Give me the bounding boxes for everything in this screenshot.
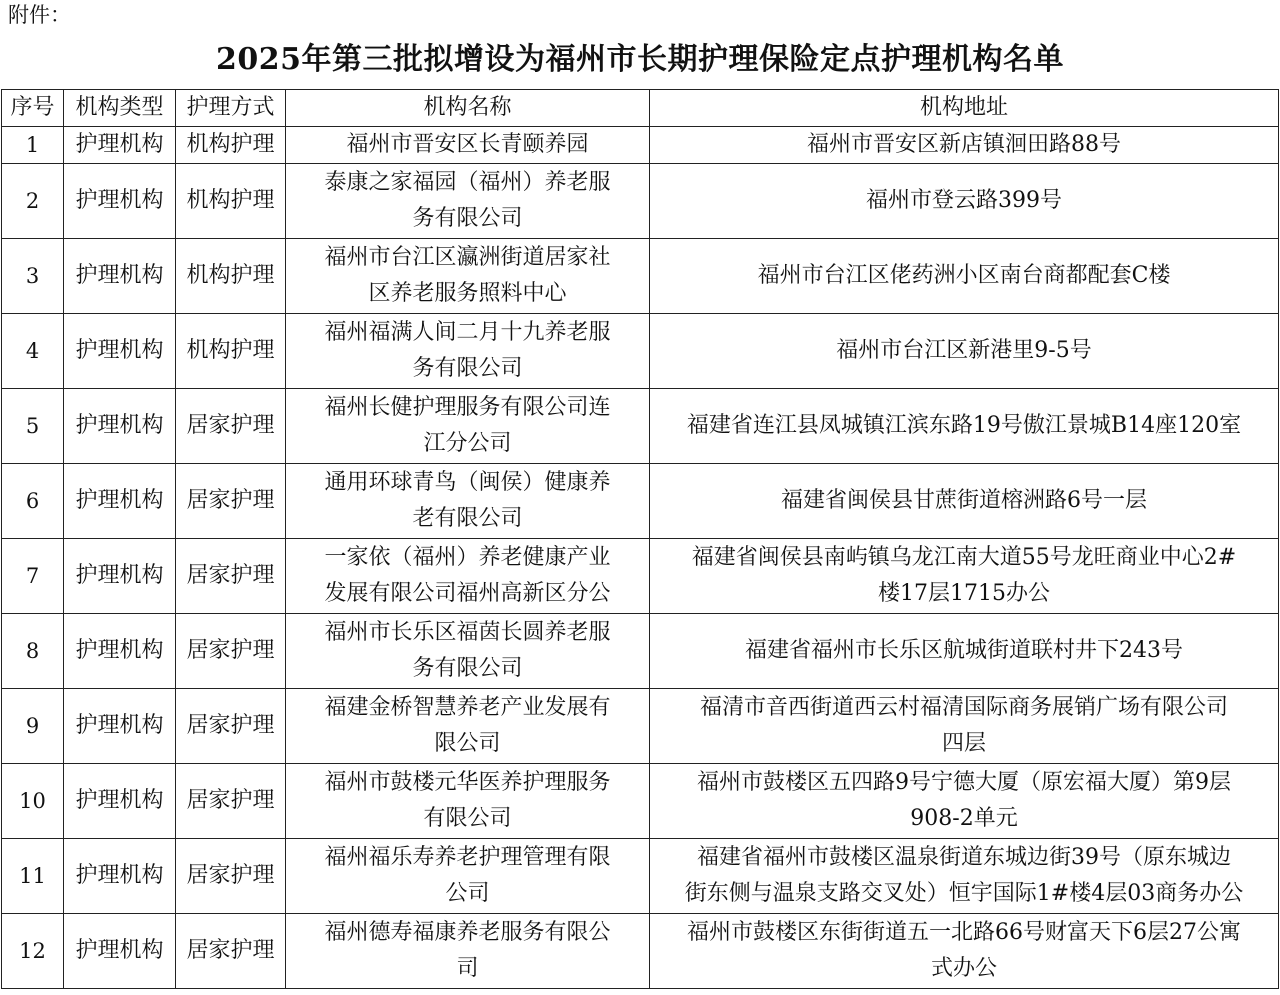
cell-seq: 5 [2,389,64,464]
address-line: 福建省闽侯县甘蔗街道榕洲路6号一层 [781,488,1147,513]
name-line: 福州市长乐区福茵长圆养老服 [324,620,611,645]
table-row [2,389,1279,464]
name-line: 通用环球青鸟（闽侯）健康养 [324,470,611,495]
cell-address [650,164,1279,239]
cell-mode: 居家护理 [176,839,286,914]
cell-name [286,164,650,239]
header-type: 机构类型 [64,90,176,127]
cell-seq: 1 [2,127,64,164]
header-address: 机构地址 [650,90,1279,127]
name-line: 福州长健护理服务有限公司连 [324,395,611,420]
name-line: 泰康之家福园（福州）养老服 [324,170,611,195]
address-line: 908-2单元 [910,806,1018,831]
cell-address [650,389,1279,464]
table-row [2,164,1279,239]
cell-type: 护理机构 [64,914,176,989]
name-line: 福州福满人间二月十九养老服 [324,320,611,345]
cell-type: 护理机构 [64,164,176,239]
table-row [2,689,1279,764]
cell-address [650,239,1279,314]
name-line: 务有限公司 [412,206,523,231]
name-line: 福建金桥智慧养老产业发展有 [324,695,611,720]
cell-address [650,314,1279,389]
header-name: 机构名称 [286,90,650,127]
table-row [2,539,1279,614]
cell-mode: 机构护理 [176,239,286,314]
cell-mode: 居家护理 [176,389,286,464]
name-line: 一家依（福州）养老健康产业 [324,545,611,570]
address-line: 福州市台江区佬药洲小区南台商都配套C楼 [757,263,1171,288]
cell-mode: 机构护理 [176,127,286,164]
cell-type: 护理机构 [64,314,176,389]
cell-address [650,839,1279,914]
cell-address [650,914,1279,989]
cell-name [286,464,650,539]
cell-address [650,464,1279,539]
cell-type: 护理机构 [64,539,176,614]
cell-mode: 居家护理 [176,689,286,764]
address-line: 福建省连江县凤城镇江滨东路19号傲江景城B14座120室 [686,413,1242,438]
table-row [2,314,1279,389]
table-row [2,839,1279,914]
address-line: 楼17层1715办公 [878,581,1050,606]
table-row [2,239,1279,314]
cell-type: 护理机构 [64,239,176,314]
cell-seq: 6 [2,464,64,539]
address-line: 福州市晋安区新店镇洄田路88号 [807,132,1121,157]
address-line: 福建省福州市鼓楼区温泉街道东城边街39号（原东城边 [697,845,1231,870]
name-line: 江分公司 [423,431,512,456]
name-line: 福州市鼓楼元华医养护理服务 [324,770,611,795]
cell-name [286,389,650,464]
address-line: 福州市鼓楼区五四路9号宁德大厦（原宏福大厦）第9层 [697,770,1231,795]
name-line: 务有限公司 [412,356,523,381]
cell-seq: 7 [2,539,64,614]
cell-type: 护理机构 [64,764,176,839]
cell-name [286,839,650,914]
name-line: 福州福乐寿养老护理管理有限 [324,845,611,870]
table-row [2,464,1279,539]
address-line: 福建省福州市长乐区航城街道联村井下243号 [745,638,1183,663]
cell-seq: 2 [2,164,64,239]
name-line: 限公司 [434,731,501,756]
document-title: 2025年第三批拟增设为福州市长期护理保险定点护理机构名单 [216,42,1064,77]
cell-mode: 机构护理 [176,164,286,239]
table-row [2,127,1279,164]
cell-address [650,689,1279,764]
cell-seq: 4 [2,314,64,389]
table-body [2,127,1279,989]
table-row [2,764,1279,839]
name-line: 司 [456,956,479,981]
cell-address [650,614,1279,689]
address-line: 福州市登云路399号 [866,188,1062,213]
name-line: 发展有限公司福州高新区分公 [324,581,611,606]
cell-address [650,539,1279,614]
cell-name [286,689,650,764]
cell-address [650,127,1279,164]
name-line: 老有限公司 [412,506,523,531]
name-line: 务有限公司 [412,656,523,681]
cell-type: 护理机构 [64,839,176,914]
name-line: 福州市台江区瀛洲街道居家社 [324,245,611,270]
cell-name [286,539,650,614]
address-line: 福建省闽侯县南屿镇乌龙江南大道55号龙旺商业中心2# [691,545,1237,570]
address-line: 四层 [941,731,986,756]
attachment-label: 附件： [8,3,71,27]
cell-name [286,764,650,839]
header-seq: 序号 [2,90,64,127]
cell-type: 护理机构 [64,689,176,764]
cell-mode: 机构护理 [176,314,286,389]
cell-mode: 居家护理 [176,614,286,689]
table-row [2,614,1279,689]
table-header-row [2,90,1279,127]
cell-type: 护理机构 [64,127,176,164]
address-line: 福清市音西街道西云村福清国际商务展销广场有限公司 [699,695,1228,720]
cell-type: 护理机构 [64,389,176,464]
cell-seq: 10 [2,764,64,839]
name-line: 福州德寿福康养老服务有限公 [324,920,611,945]
institution-table [1,89,1279,989]
cell-address [650,764,1279,839]
table-row [2,914,1279,989]
name-line: 福州市晋安区长青颐养园 [346,132,589,157]
cell-mode: 居家护理 [176,764,286,839]
name-line: 有限公司 [423,806,512,831]
cell-name [286,314,650,389]
name-line: 区养老服务照料中心 [368,281,567,306]
cell-seq: 11 [2,839,64,914]
cell-seq: 8 [2,614,64,689]
cell-seq: 3 [2,239,64,314]
cell-seq: 9 [2,689,64,764]
cell-type: 护理机构 [64,464,176,539]
cell-mode: 居家护理 [176,464,286,539]
cell-name [286,614,650,689]
cell-type: 护理机构 [64,614,176,689]
address-line: 福州市台江区新港里9-5号 [836,338,1092,363]
cell-mode: 居家护理 [176,539,286,614]
cell-mode: 居家护理 [176,914,286,989]
cell-name [286,914,650,989]
name-line: 公司 [445,881,490,906]
address-line: 街东侧与温泉支路交叉处）恒宇国际1#楼4层03商务办公 [684,881,1244,906]
address-line: 福州市鼓楼区东街街道五一北路66号财富天下6层27公寓 [687,920,1241,945]
address-line: 式办公 [930,956,997,981]
header-mode: 护理方式 [176,90,286,127]
cell-name [286,239,650,314]
cell-seq: 12 [2,914,64,989]
cell-name [286,127,650,164]
